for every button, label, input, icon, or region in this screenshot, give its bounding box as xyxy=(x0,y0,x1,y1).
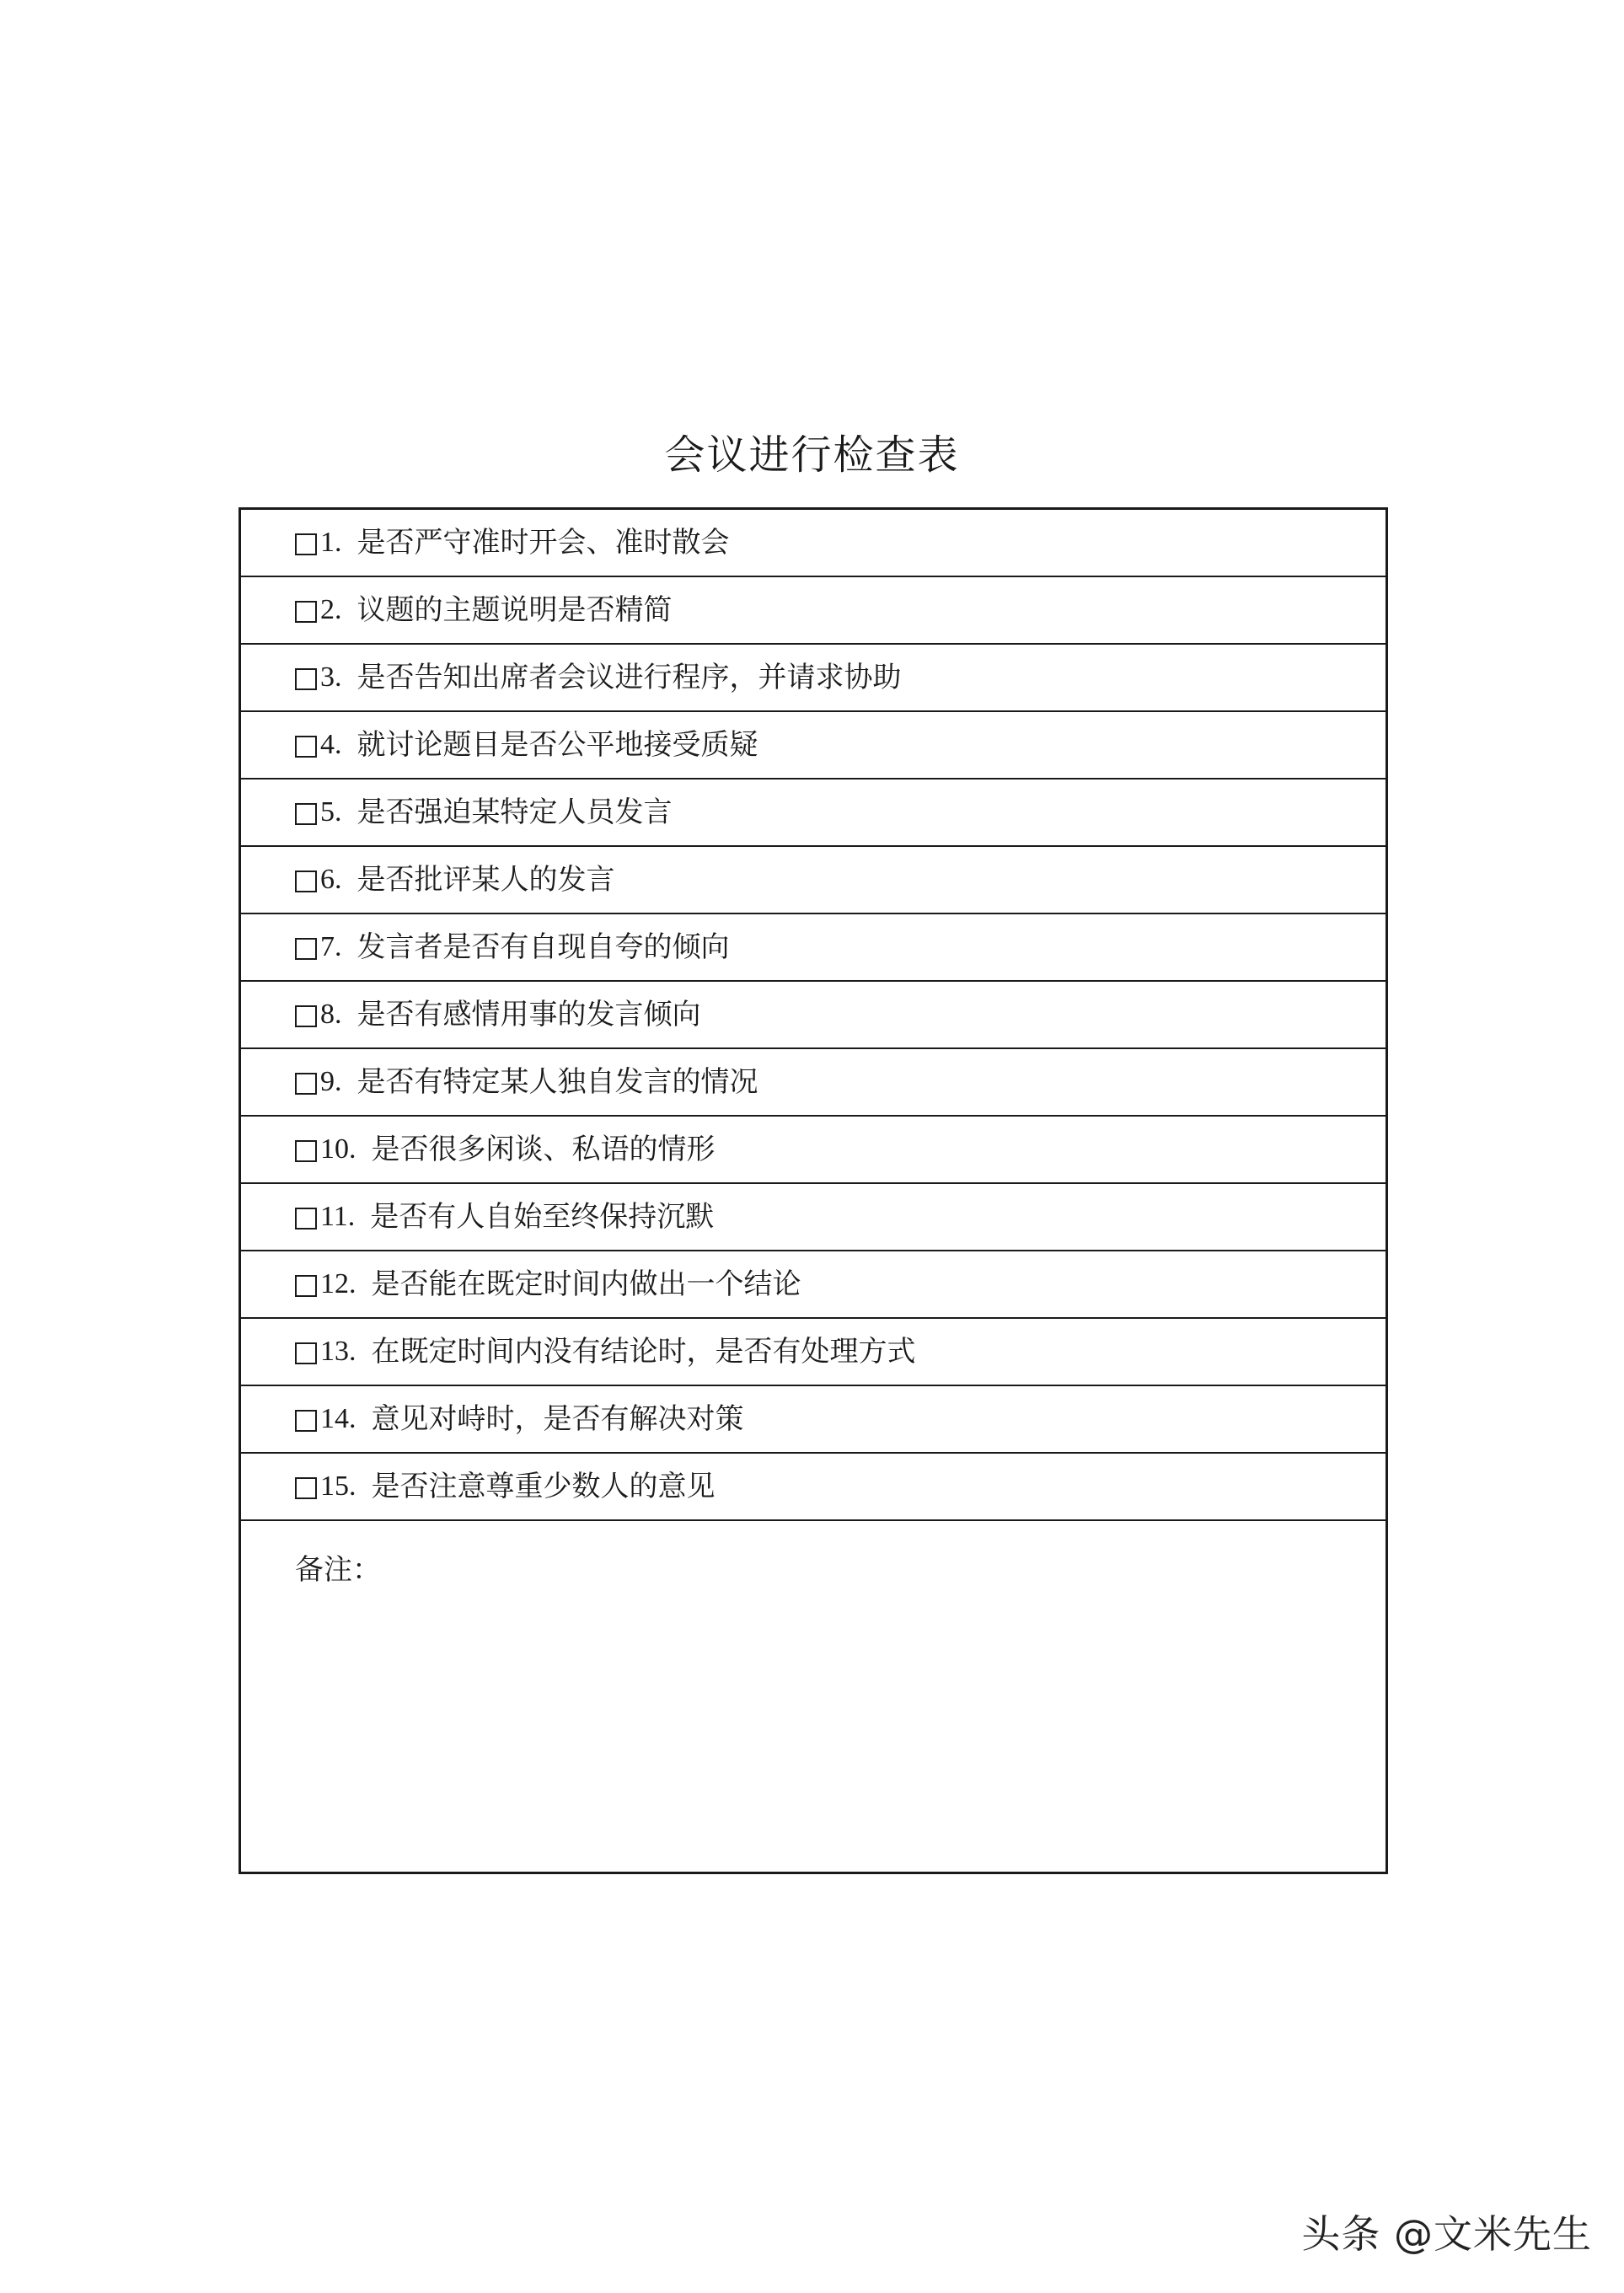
checkbox[interactable] xyxy=(295,601,317,623)
item-text: 是否能在既定时间内做出一个结论 xyxy=(371,1267,801,1301)
item-text: 是否注意尊重少数人的意见 xyxy=(371,1470,716,1503)
checkbox[interactable] xyxy=(295,1140,317,1162)
checkbox[interactable] xyxy=(295,938,317,960)
item-text: 是否有特定某人独自发言的情况 xyxy=(356,1065,758,1099)
item-number: 1. xyxy=(320,527,342,558)
checkbox[interactable] xyxy=(295,1275,317,1297)
item-number: 13. xyxy=(320,1336,356,1367)
item-number: 6. xyxy=(320,864,342,895)
item-text: 发言者是否有自现自夸的倾向 xyxy=(356,930,730,964)
checkbox[interactable] xyxy=(295,1208,317,1230)
checklist-row xyxy=(241,645,1385,712)
checkbox[interactable] xyxy=(295,1005,317,1027)
item-number: 10. xyxy=(320,1133,356,1165)
checklist-row xyxy=(241,1184,1385,1251)
checkbox[interactable] xyxy=(295,871,317,892)
notes-label: 备注： xyxy=(295,1553,381,1587)
checklist-row xyxy=(241,847,1385,914)
item-text: 是否有感情用事的发言倾向 xyxy=(356,998,701,1031)
checkbox[interactable] xyxy=(295,1342,317,1364)
item-number: 2. xyxy=(320,594,342,625)
item-text: 是否批评某人的发言 xyxy=(356,863,615,897)
item-number: 12. xyxy=(320,1268,356,1299)
checkbox[interactable] xyxy=(295,1073,317,1095)
item-number: 14. xyxy=(320,1403,356,1434)
item-number: 7. xyxy=(320,931,342,962)
page-title: 会议进行检查表 xyxy=(664,431,960,479)
item-text: 是否强迫某特定人员发言 xyxy=(356,796,673,829)
checklist-row xyxy=(241,1117,1385,1184)
checklist-row xyxy=(241,1251,1385,1319)
checkbox[interactable] xyxy=(295,736,317,758)
checklist-row xyxy=(241,1386,1385,1454)
checklist-row xyxy=(241,577,1385,645)
checkbox[interactable] xyxy=(295,1410,317,1432)
checklist-row xyxy=(241,510,1385,577)
checkbox[interactable] xyxy=(295,668,317,690)
item-text: 是否很多闲谈、私语的情形 xyxy=(371,1133,716,1166)
item-text: 是否有人自始至终保持沉默 xyxy=(370,1200,715,1234)
checklist-row xyxy=(241,914,1385,982)
checkbox[interactable] xyxy=(295,533,317,555)
item-number: 9. xyxy=(320,1066,342,1097)
checklist-row xyxy=(241,982,1385,1049)
checklist-items xyxy=(241,510,1385,1521)
checkbox[interactable] xyxy=(295,1477,317,1499)
item-text: 在既定时间内没有结论时，是否有处理方式 xyxy=(371,1335,916,1369)
item-text: 就讨论题目是否公平地接受质疑 xyxy=(356,728,758,762)
item-number: 5. xyxy=(320,796,342,828)
item-text: 意见对峙时，是否有解决对策 xyxy=(371,1402,744,1436)
checklist-row xyxy=(241,780,1385,847)
item-number: 4. xyxy=(320,729,342,760)
item-text: 是否严守准时开会、准时散会 xyxy=(356,526,730,560)
checkbox[interactable] xyxy=(295,803,317,825)
checklist-row xyxy=(241,1319,1385,1386)
item-number: 15. xyxy=(320,1471,356,1502)
checklist-row xyxy=(241,1454,1385,1521)
notes-area[interactable] xyxy=(241,1521,1385,1588)
checklist-table xyxy=(239,507,1388,1874)
checklist-row xyxy=(241,712,1385,780)
item-number: 11. xyxy=(320,1201,356,1232)
item-text: 是否告知出席者会议进行程序，并请求协助 xyxy=(356,661,902,694)
watermark: 头条 @文米先生 xyxy=(1301,2211,1592,2257)
item-number: 3. xyxy=(320,662,342,693)
checklist-row xyxy=(241,1049,1385,1117)
item-number: 8. xyxy=(320,999,342,1030)
item-text: 议题的主题说明是否精简 xyxy=(356,593,673,627)
